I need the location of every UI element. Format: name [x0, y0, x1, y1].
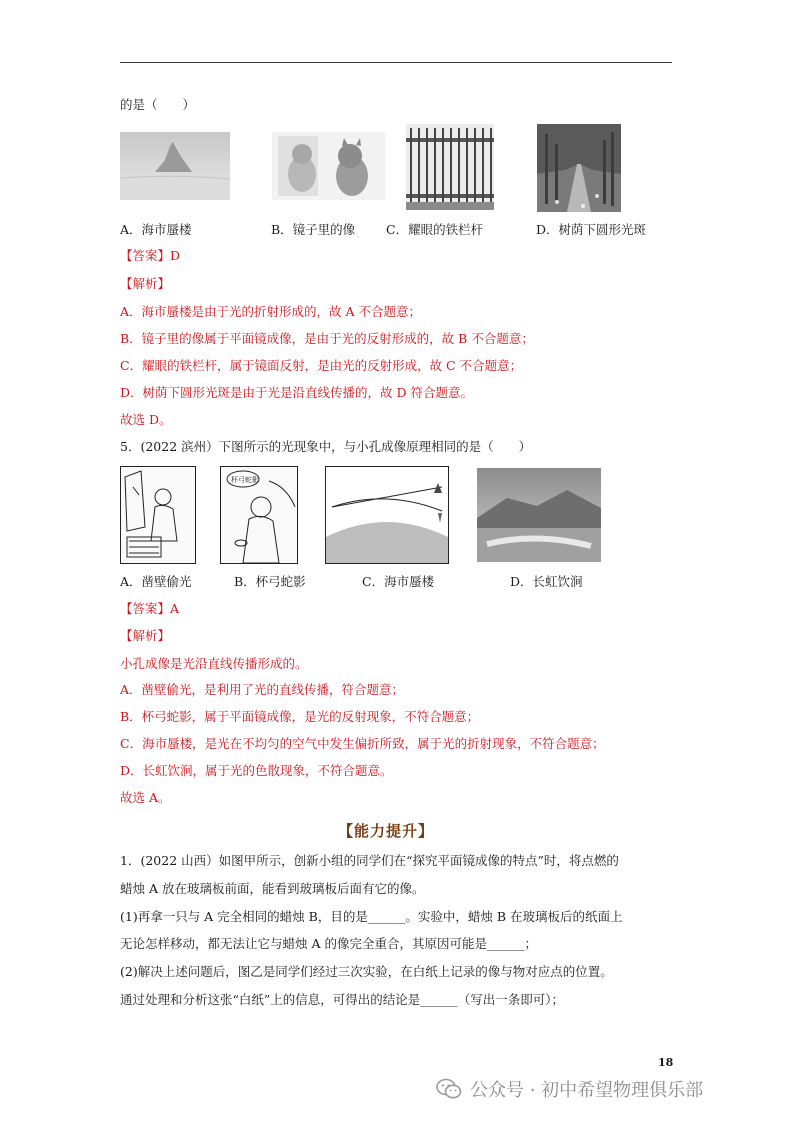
watermark-text: 公众号 · 初中希望物理俱乐部	[470, 1080, 704, 1101]
section-title: 【能力提升】	[338, 822, 435, 840]
q5-option-d: D．长虹饮涧	[510, 574, 583, 589]
ability-q-line: 无论怎样移动，都无法让它与蜡烛 A 的像完全重合，其原因可能是______；	[120, 936, 537, 951]
ability-q-line: 蜡烛 A 放在玻璃板前面，能看到玻璃板后面有它的像。	[120, 881, 425, 896]
q4-analysis-line: D．树荫下圆形光斑是由于光是沿直线传播的，故 D 符合题意。	[120, 385, 473, 400]
mirage-image	[120, 132, 230, 200]
q5-option-c: C．海市蜃楼	[362, 574, 435, 589]
q5-analysis-line: C．海市蜃楼，是光在不均匀的空气中发生偏折所致，属于光的折射现象，不符合题意；	[120, 736, 605, 751]
header-rule	[120, 62, 672, 63]
q5-stem: 5．(2022 滨州）下图所示的光现象中，与小孔成像原理相同的是（ ）	[120, 439, 532, 454]
q5-option-a: A．凿壁偷光	[120, 574, 192, 589]
ability-q-line: (2)解决上述问题后，图乙是同学们经过三次实验，在白纸上记录的像与物对应点的位置。	[120, 964, 613, 979]
q5-option-b: B．杯弓蛇影	[234, 574, 306, 589]
q4-analysis-label: 【解析】	[120, 276, 171, 291]
rainbow-image	[477, 468, 601, 562]
bow-snake-image	[220, 466, 298, 564]
q5-analysis-label: 【解析】	[120, 628, 171, 643]
q4-analysis-line: A．海市蜃楼是由于光的折射形成的，故 A 不合题意；	[120, 304, 422, 319]
bow-snake-bubble-text: 杯弓蛇影	[231, 476, 259, 484]
q4-analysis-line: 故选 D。	[120, 412, 172, 427]
q4-stem-tail: 的是（ ）	[120, 97, 196, 112]
q5-analysis-line: 故选 A。	[120, 790, 171, 805]
iron-fence-image	[406, 124, 494, 210]
q4-answer: 【答案】D	[120, 248, 181, 263]
tree-shade-image	[537, 124, 621, 212]
chisel-wall-image	[120, 466, 196, 564]
ability-q-line: (1)再拿一只与 A 完全相同的蜡烛 B，目的是______。实验中，蜡烛 B 在玻璃板后的纸面上	[120, 909, 623, 924]
q5-answer: 【答案】A	[120, 601, 180, 616]
ability-q-line: 通过处理和分析这张“白纸”上的信息，可得出的结论是______（写出一条即可）；	[120, 992, 565, 1007]
q4-option-d: D．树荫下圆形光斑	[536, 222, 647, 237]
q5-analysis-line: B．杯弓蛇影，属于平面镜成像，是光的反射现象，不符合题意；	[120, 709, 480, 724]
cat-mirror-image	[272, 132, 385, 200]
q4-analysis-line: C．耀眼的铁栏杆，属于镜面反射，是由光的反射形成，故 C 不合题意；	[120, 358, 523, 373]
q4-option-a: A．海市蜃楼	[120, 222, 192, 237]
watermark	[436, 1076, 703, 1102]
q5-analysis-line: D．长虹饮涧，属于光的色散现象，不符合题意。	[120, 763, 393, 778]
wechat-icon	[436, 1078, 462, 1100]
q4-analysis-line: B．镜子里的像属于平面镜成像，是由于光的反射形成的，故 B 不合题意；	[120, 331, 534, 346]
ability-q-line: 1．(2022 山西）如图甲所示，创新小组的同学们在“探究平面镜成像的特点”时，将点燃的	[120, 853, 619, 868]
page-number: 18	[658, 1056, 674, 1069]
q5-analysis-line: 小孔成像是光沿直线传播形成的。	[120, 656, 308, 671]
q4-option-c: C．耀眼的铁栏杆	[386, 222, 484, 237]
q5-analysis-line: A．凿壁偷光，是利用了光的直线传播，符合题意；	[120, 682, 405, 697]
mirage-diagram-image	[325, 466, 449, 564]
q4-option-b: B．镜子里的像	[271, 222, 356, 237]
